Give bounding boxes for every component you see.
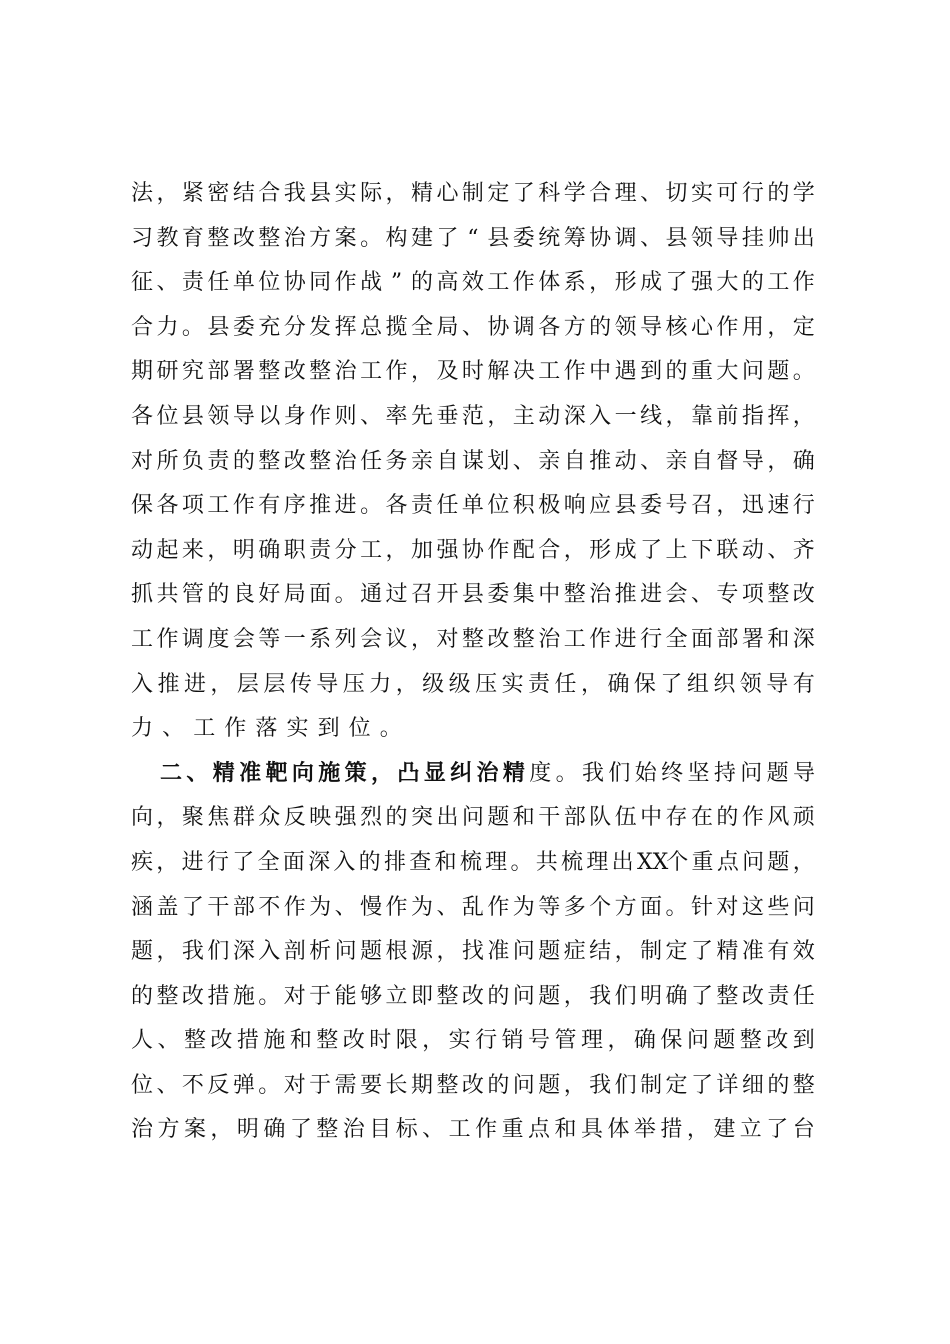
text-line: 二 、 精 准 靶 向 施 策 ， 凸 显 纠 治 精 度 。 我 们 始 终 坚 持 问 题 导 xyxy=(160,760,816,786)
text-line: 保 各 项 工 作 有 序 推 进 。 各 责 任 单 位 积 极 响 应 县 委 号 召 ， 迅 速 行 xyxy=(131,493,815,519)
text-line: 抓 共 管 的 良 好 局 面 。 通 过 召 开 县 委 集 中 整 治 推 进 会 、 专 项 整 改 xyxy=(131,582,815,608)
text-line: 对 所 负 责 的 整 改 整 治 任 务 亲 自 谋 划 、 亲 自 推 动 、 亲 自 督 导 ， 确 xyxy=(131,448,815,474)
text-line: 入 推 进 ， 层 层 传 导 压 力 ， 级 级 压 实 责 任 ， 确 保 了 组 织 领 导 有 xyxy=(131,671,815,697)
text-line: 位 、 不 反 弹 。 对 于 需 要 长 期 整 改 的 问 题 ， 我 们 制 定 了 详 细 的 整 xyxy=(131,1072,815,1098)
text-line: 的 整 改 措 施 。 对 于 能 够 立 即 整 改 的 问 题 ， 我 们 明 确 了 整 改 责 任 xyxy=(131,983,815,1009)
text-line: 力 、 工 作 落 实 到 位 。 xyxy=(131,716,402,742)
text-line: 合 力 。 县 委 充 分 发 挥 总 揽 全 局 、 协 调 各 方 的 领 导 核 心 作 用 ， 定 xyxy=(131,314,815,340)
text-line: 人 、 整 改 措 施 和 整 改 时 限 ， 实 行 销 号 管 理 ， 确 保 问 题 整 改 到 xyxy=(131,1028,815,1054)
document-body xyxy=(131,172,815,1153)
text-line: 法 ， 紧 密 结 合 我 县 实 际 ， 精 心 制 定 了 科 学 合 理 、 切 实 可 行 的 学 xyxy=(131,181,815,206)
text-line: 期 研 究 部 署 整 改 整 治 工 作 ， 及 时 解 决 工 作 中 遇 到 的 重 大 问 题 。 xyxy=(131,359,815,385)
text-line: 动 起 来 ， 明 确 职 责 分 工 ， 加 强 协 作 配 合 ， 形 成 了 上 下 联 动 、 齐 xyxy=(131,537,815,563)
text-line: 疾 ， 进 行 了 全 面 深 入 的 排 查 和 梳 理 。 共 梳 理 出 XX 个 重 点 问 题 ， xyxy=(131,849,815,875)
paragraph xyxy=(131,172,815,752)
text-line: 工 作 调 度 会 等 一 系 列 会 议 ， 对 整 改 整 治 工 作 进 行 全 面 部 署 和 深 xyxy=(131,626,815,652)
text-line: 各 位 县 领 导 以 身 作 则 、 率 先 垂 范 ， 主 动 深 入 一 线 ， 靠 前 指 挥 ， xyxy=(131,403,815,429)
text-line: 征 、 责 任 单 位 协 同 作 战 ” 的 高 效 工 作 体 系 ， 形 成 了 强 大 的 工 作 xyxy=(131,270,815,296)
paragraph xyxy=(131,752,815,1153)
text-line: 习 教 育 整 改 整 治 方 案 。 构 建 了 “ 县 委 统 筹 协 调 、 县 领 导 挂 帅 出 xyxy=(131,225,815,251)
text-line: 涵 盖 了 干 部 不 作 为 、 慢 作 为 、 乱 作 为 等 多 个 方 面 。 针 对 这 些 问 xyxy=(131,894,815,920)
text-line: 向 ， 聚 焦 群 众 反 映 强 烈 的 突 出 问 题 和 干 部 队 伍 中 存 在 的 作 风 顽 xyxy=(131,805,815,831)
text-line: 治 方 案 ， 明 确 了 整 治 目 标 、 工 作 重 点 和 具 体 举 措 ， 建 立 了 台 xyxy=(131,1117,815,1143)
text-line: 题 ， 我 们 深 入 剖 析 问 题 根 源 ， 找 准 问 题 症 结 ， 制 定 了 精 准 有 效 xyxy=(131,939,815,965)
